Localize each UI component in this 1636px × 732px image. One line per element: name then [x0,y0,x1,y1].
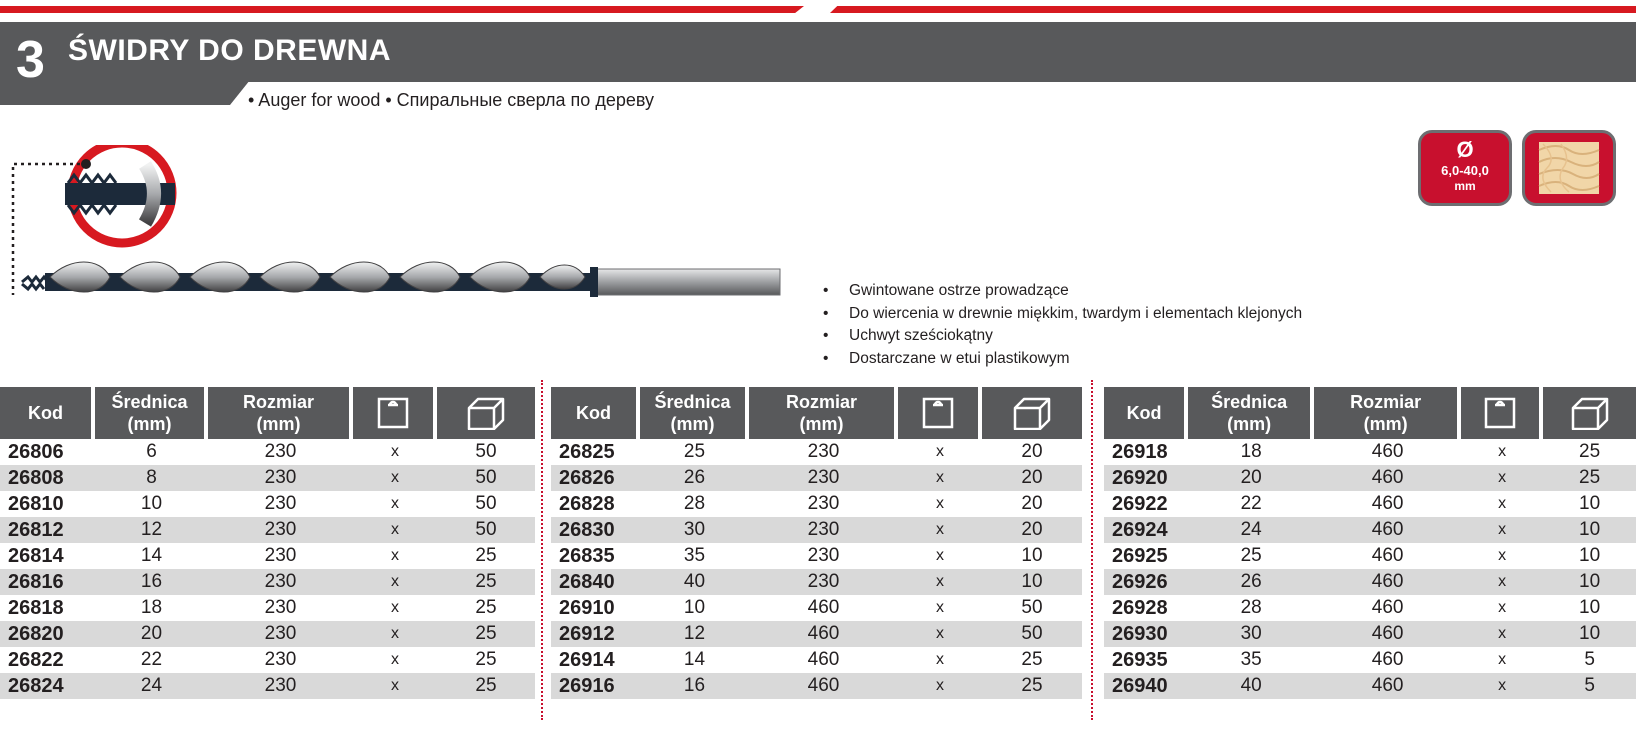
cell-srednica: 8 [95,465,208,491]
cell-pack: x [1498,495,1507,512]
diameter-unit: mm [1454,179,1476,193]
table-row [1104,569,1636,595]
cell-kod: 26828 [559,493,615,515]
cell-srednica: 24 [1188,517,1314,543]
cell-srednica: 10 [140,493,163,514]
cell-rozmiar: 460 [1314,673,1461,699]
box-icon [1570,396,1610,430]
top-accent-line-left [0,6,804,13]
cell-pack: x [898,569,982,595]
cell-box: 50 [1021,597,1043,618]
cell-pack: x [898,673,982,699]
cell-rozmiar: 230 [264,597,297,618]
cell-srednica: 16 [95,569,208,595]
cell-box: 50 [437,465,535,491]
table-row [551,647,1082,673]
cell-srednica: 30 [1188,621,1314,647]
table-row [551,491,1082,517]
table-header-row [0,387,535,439]
table-row [0,673,535,699]
cell-kod: 26835 [559,545,615,567]
cell-rozmiar: 230 [749,569,898,595]
cell-srednica: 22 [1240,493,1262,514]
cell-box: 20 [982,465,1082,491]
cell-box: 20 [1021,441,1043,462]
table-row [551,439,1082,465]
cell-srednica: 24 [95,673,208,699]
cell-srednica: 16 [640,673,749,699]
cell-kod: 26806 [8,441,64,463]
cell-srednica: 18 [140,597,163,618]
cell-pack: x [1498,547,1507,564]
cell-srednica: 14 [140,545,163,566]
cell-rozmiar: 460 [749,621,898,647]
cell-box: 25 [1021,649,1043,670]
cell-kod: 26914 [559,649,615,671]
cell-box: 10 [1543,569,1636,595]
cell-kod: 26930 [1104,621,1188,647]
cell-pack: x [1461,673,1543,699]
feature-list [823,280,1302,370]
cell-rozmiar: 230 [208,569,353,595]
cell-srednica: 25 [1240,545,1262,566]
cell-box: 50 [982,621,1082,647]
header-rozmiar-line: (mm) [799,414,844,434]
cell-rozmiar: 230 [264,493,297,514]
cell-kod: 26820 [0,621,95,647]
header-srednica-line: (mm) [670,414,715,434]
auger-drill-illustration [10,145,825,340]
cell-rozmiar: 460 [1371,649,1404,670]
cell-pack: x [936,599,944,616]
cell-kod: 26920 [1104,465,1188,491]
table-row [0,465,535,491]
table-row [551,465,1082,491]
cell-box: 10 [1579,597,1601,618]
cell-rozmiar: 230 [749,465,898,491]
cell-srednica: 25 [683,441,706,462]
cell-kod: 26818 [8,597,64,619]
diameter-range: 6,0-40,0 [1441,163,1489,178]
cell-rozmiar: 460 [1371,493,1404,514]
header-srednica-line: Średnica [111,392,188,412]
cell-srednica: 22 [140,649,163,670]
table-row [551,543,1082,569]
single-pack-icon [1483,396,1517,430]
cell-kod: 26830 [551,517,640,543]
cell-srednica: 18 [1240,441,1262,462]
table-header-row [1104,387,1636,439]
cell-pack: x [353,465,437,491]
cell-srednica: 35 [1240,649,1262,670]
table-row [1104,595,1636,621]
diameter-symbol: Ø [1456,137,1474,162]
cell-pack: x [1498,599,1507,616]
table-row [0,517,535,543]
cell-kod: 26928 [1112,597,1168,619]
table-row [0,621,535,647]
table-row [1104,673,1636,699]
cell-kod: 26824 [0,673,95,699]
cell-srednica: 14 [683,649,706,670]
cell-kod: 26925 [1112,545,1168,567]
cell-box: 25 [475,597,497,618]
cell-srednica: 40 [640,569,749,595]
header-pack [898,387,982,439]
cell-kod: 26808 [0,465,95,491]
cell-rozmiar: 230 [264,545,297,566]
cell-srednica: 26 [1188,569,1314,595]
cell-kod: 26926 [1104,569,1188,595]
table-divider [1091,380,1093,720]
cell-rozmiar: 460 [749,673,898,699]
cell-rozmiar: 460 [1371,545,1404,566]
cell-kod: 26916 [551,673,640,699]
cell-pack: x [391,599,399,616]
box-icon [466,396,506,430]
product-table [551,387,1082,699]
cell-kod: 26940 [1104,673,1188,699]
single-pack-icon [921,396,955,430]
header-box [982,387,1082,439]
header-kod-line: Kod [1126,403,1162,423]
wood-material-badge [1522,130,1616,206]
cell-kod: 26918 [1112,441,1168,463]
cell-pack: x [391,495,399,512]
product-table-3-wrapper [1104,387,1636,699]
cell-box: 25 [982,673,1082,699]
cell-rozmiar: 460 [1314,517,1461,543]
header-srednica [95,387,208,439]
header-rozmiar-line: (mm) [1363,414,1408,434]
header-srednica-line: (mm) [127,414,172,434]
wood-block-icon [1537,140,1601,196]
cell-box: 20 [982,517,1082,543]
feature-item: • Uchwyt sześciokątny [823,325,1302,348]
cell-box: 25 [437,673,535,699]
product-table-2-wrapper [551,387,1082,699]
table-row [1104,543,1636,569]
spec-badges [1418,130,1616,206]
cell-pack: x [1461,569,1543,595]
cell-rozmiar: 460 [1314,621,1461,647]
cell-box: 10 [982,569,1082,595]
table-row [1104,621,1636,647]
cell-rozmiar: 230 [208,465,353,491]
table-row [1104,647,1636,673]
feature-item: • Do wiercenia w drewnie miękkim, twardym i elementach klejonych [823,303,1302,326]
header-rozmiar-line: Rozmiar [1350,392,1422,412]
table-row [0,491,535,517]
cell-pack: x [936,443,944,460]
table-row [1104,517,1636,543]
cell-pack: x [1461,465,1543,491]
cell-rozmiar: 230 [208,517,353,543]
cell-kod: 26840 [551,569,640,595]
cell-kod: 26826 [551,465,640,491]
cell-pack: x [936,495,944,512]
header-kod [0,387,95,439]
header-pack [353,387,437,439]
product-table [0,387,535,699]
cell-rozmiar: 460 [807,597,840,618]
cell-box: 25 [437,569,535,595]
cell-srednica: 30 [640,517,749,543]
cell-kod: 26924 [1104,517,1188,543]
cell-kod: 26822 [8,649,64,671]
table-divider [541,380,543,720]
cell-srednica: 20 [1188,465,1314,491]
cell-srednica: 20 [95,621,208,647]
cell-box: 25 [475,545,497,566]
box-icon [1012,396,1052,430]
header-rozmiar-line: Rozmiar [242,392,314,412]
product-table-1-wrapper [0,387,535,699]
cell-rozmiar: 230 [264,441,297,462]
cell-box: 10 [1543,517,1636,543]
header-box [1543,387,1636,439]
table-row [0,647,535,673]
cell-kod: 26922 [1112,493,1168,515]
cell-srednica: 35 [683,545,706,566]
cell-srednica: 10 [683,597,706,618]
header-srednica [1188,387,1314,439]
cell-pack: x [391,547,399,564]
cell-pack: x [391,651,399,668]
cell-rozmiar: 230 [264,649,297,670]
cell-kod: 26935 [1112,649,1168,671]
table-row [1104,439,1636,465]
table-row [551,673,1082,699]
cell-rozmiar: 230 [807,493,840,514]
cell-srednica: 28 [683,493,706,514]
cell-srednica: 12 [640,621,749,647]
cell-pack: x [353,569,437,595]
header-srednica-line: Średnica [1211,392,1288,412]
cell-kod: 26816 [0,569,95,595]
cell-pack: x [1498,651,1507,668]
cell-srednica: 28 [1240,597,1262,618]
cell-box: 10 [1021,545,1043,566]
table-row [551,621,1082,647]
cell-pack: x [353,673,437,699]
table-row [0,439,535,465]
cell-rozmiar: 460 [1314,465,1461,491]
cell-pack: x [353,517,437,543]
cell-srednica: 6 [146,441,157,462]
cell-pack: x [1461,517,1543,543]
cell-box: 10 [1543,621,1636,647]
page-subtitle: • Auger for wood • Спиральные сверла по дереву [248,90,655,110]
cell-box: 50 [437,517,535,543]
feature-item: • Dostarczane w etui plastikowym [823,348,1302,371]
cell-pack: x [391,443,399,460]
cell-box: 25 [1579,441,1601,462]
cell-box: 10 [1579,545,1601,566]
cell-pack: x [898,621,982,647]
cell-box: 5 [1543,673,1636,699]
product-table [1104,387,1636,699]
table-row [0,543,535,569]
table-row [551,595,1082,621]
header-rozmiar [749,387,898,439]
cell-rozmiar: 230 [208,673,353,699]
header-srednica-line: (mm) [1227,414,1272,434]
cell-srednica: 40 [1188,673,1314,699]
cell-pack: x [936,651,944,668]
table-row [1104,465,1636,491]
header-kod-line: Kod [28,403,63,423]
header-kod [1104,387,1188,439]
cell-rozmiar: 230 [807,545,840,566]
cell-srednica: 26 [640,465,749,491]
page-title: ŚWIDRY DO DREWNA [68,34,391,67]
cell-kod: 26814 [8,545,64,567]
cell-kod: 26912 [551,621,640,647]
header-rozmiar-line: (mm) [256,414,301,434]
cell-rozmiar: 460 [1371,441,1404,462]
single-pack-icon [376,396,410,430]
header-rozmiar [208,387,353,439]
cell-box: 5 [1584,649,1595,670]
header-kod [551,387,640,439]
header-box [437,387,535,439]
cell-rozmiar: 460 [807,649,840,670]
cell-kod: 26810 [8,493,64,515]
table-row [551,517,1082,543]
cell-box: 25 [475,649,497,670]
cell-rozmiar: 460 [1371,597,1404,618]
cell-rozmiar: 230 [807,441,840,462]
cell-box: 25 [437,621,535,647]
cell-pack: x [1498,443,1507,460]
cell-rozmiar: 460 [1314,569,1461,595]
cell-box: 50 [475,493,497,514]
cell-pack: x [898,465,982,491]
cell-kod: 26825 [559,441,615,463]
table-header-row [551,387,1082,439]
cell-box: 25 [1543,465,1636,491]
header-pack [1461,387,1543,439]
cell-pack: x [898,517,982,543]
section-number: 3 [16,31,45,89]
table-row [551,569,1082,595]
table-row [1104,491,1636,517]
header-srednica [640,387,749,439]
table-row [0,569,535,595]
cell-pack: x [353,621,437,647]
header-kod-line: Kod [576,403,611,423]
cell-pack: x [936,547,944,564]
cell-kod: 26910 [559,597,615,619]
cell-box: 50 [475,441,497,462]
cell-box: 20 [1021,493,1043,514]
cell-rozmiar: 230 [208,621,353,647]
cell-box: 10 [1579,493,1601,514]
diameter-badge [1418,130,1512,206]
cell-kod: 26812 [0,517,95,543]
top-accent-line-right [830,6,1636,13]
cell-rozmiar: 230 [749,517,898,543]
cell-pack: x [1461,621,1543,647]
header-srednica-line: Średnica [654,392,731,412]
header-rozmiar-line: Rozmiar [785,392,857,412]
feature-item: • Gwintowane ostrze prowadzące [823,280,1302,303]
header-rozmiar [1314,387,1461,439]
cell-srednica: 12 [95,517,208,543]
table-row [0,595,535,621]
